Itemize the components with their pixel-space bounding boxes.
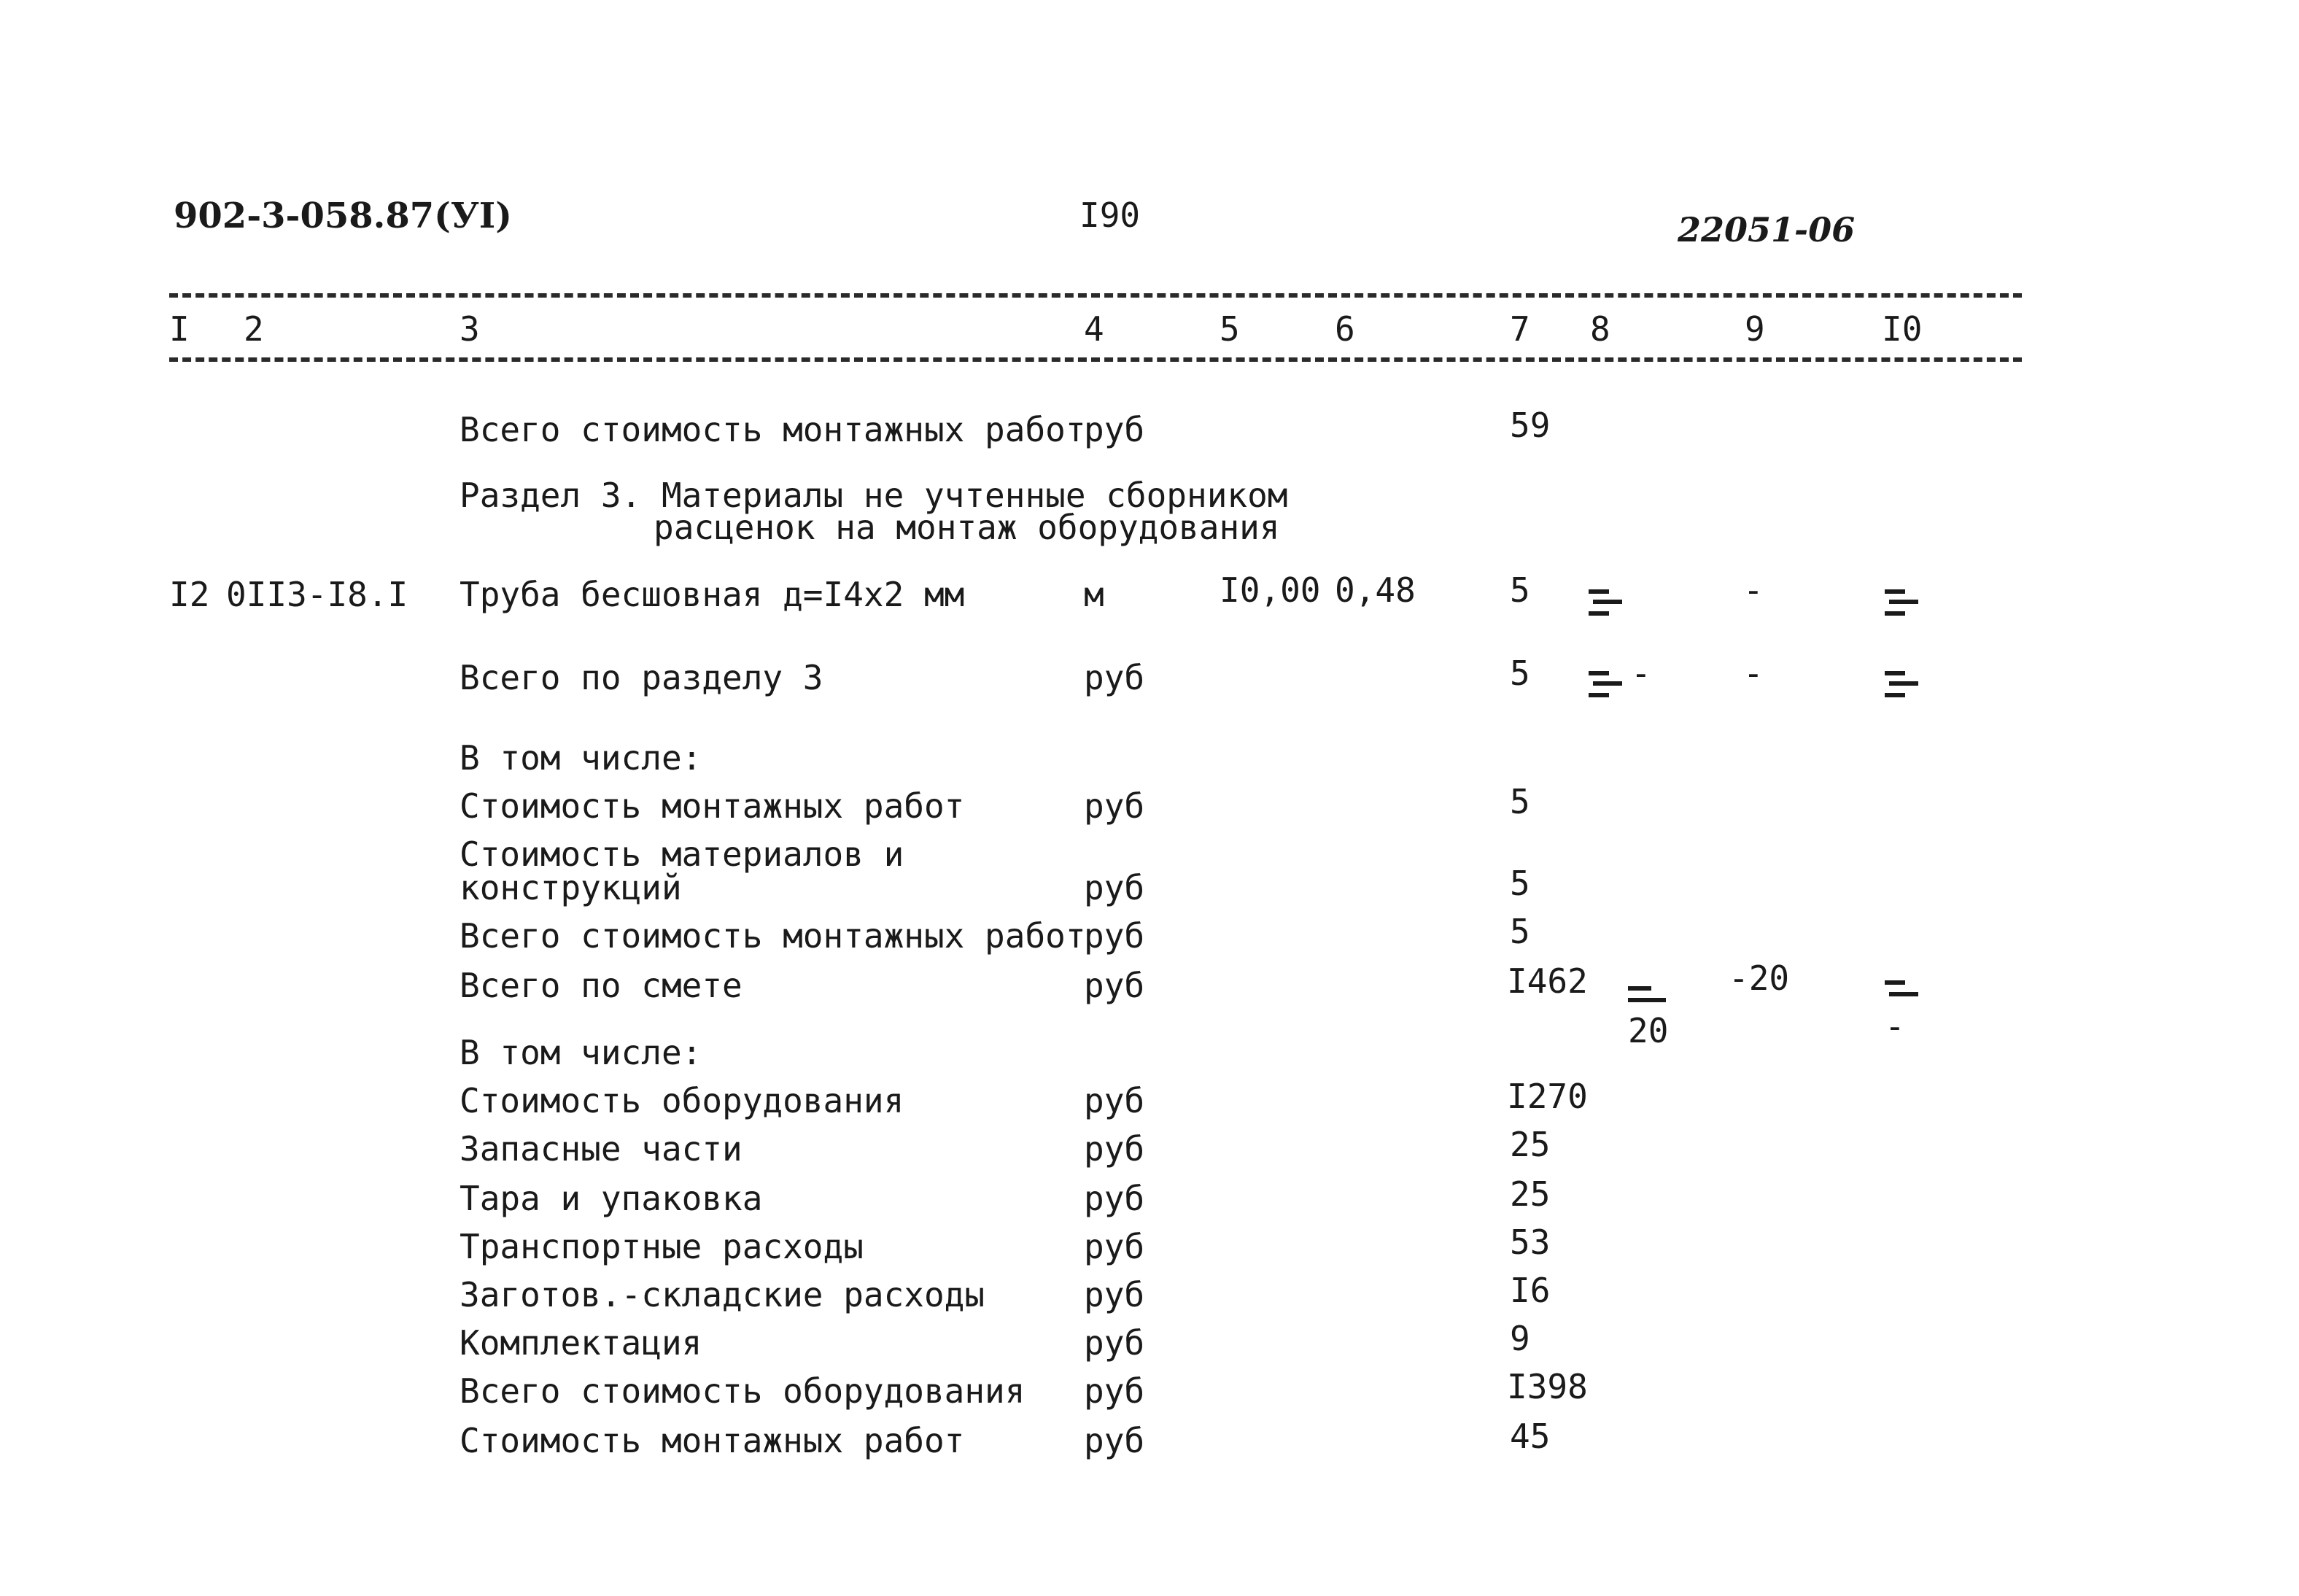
completion-unit: руб <box>1084 1323 1145 1363</box>
equipment-cost-c7: I270 <box>1507 1077 1588 1116</box>
materials-cost-line1: Стоимость материалов и <box>460 834 904 874</box>
mount-cost-name: Стоимость монтажных работ <box>460 786 965 826</box>
pipe-unit: м <box>1084 575 1104 614</box>
section-heading-line2: расценок на монтаж оборудования <box>654 508 1280 547</box>
pipe-c9: - <box>1743 570 1764 610</box>
spare-parts-c7: 25 <box>1510 1125 1551 1164</box>
row-total-mount-c7: 59 <box>1510 406 1551 445</box>
header-top-rule <box>169 293 2022 298</box>
mount-cost-c7: 5 <box>1510 782 1530 821</box>
mount-cost-unit: руб <box>1084 786 1145 826</box>
column-header-7: 7 <box>1510 309 1530 349</box>
row-total-mount-name: Всего стоимость монтажных работ <box>460 410 1086 449</box>
pipe-quantity: I0,00 <box>1220 570 1321 610</box>
section-total-c7: 5 <box>1510 654 1530 693</box>
materials-cost-unit: руб <box>1084 868 1145 907</box>
packaging-c7: 25 <box>1510 1174 1551 1214</box>
packaging-unit: руб <box>1084 1179 1145 1218</box>
pipe-position: I2 <box>169 575 210 614</box>
column-header-8: 8 <box>1590 309 1610 349</box>
pipe-code: 0II3-I8.I <box>226 575 408 614</box>
section-total-c8-dash: - <box>1631 654 1651 693</box>
equipment-cost-unit: руб <box>1084 1081 1145 1120</box>
total-equipment-name: Всего стоимость оборудования <box>460 1371 1026 1411</box>
mount-cost-2-c7: 45 <box>1510 1417 1551 1456</box>
estimate-total-c8: 20 <box>1628 1011 1669 1050</box>
total-mount-cost-unit: руб <box>1084 916 1145 956</box>
packaging-name: Тара и упаковка <box>460 1179 763 1218</box>
column-header-2: 2 <box>244 309 264 349</box>
spare-parts-unit: руб <box>1084 1129 1145 1169</box>
column-header-4: 4 <box>1084 309 1104 349</box>
total-equipment-c7: I398 <box>1507 1367 1588 1406</box>
materials-cost-line2: конструкций <box>460 868 682 907</box>
header-bottom-rule <box>169 357 2022 362</box>
pipe-name: Труба бесшовная д=I4х2 мм <box>460 575 965 614</box>
including-label-1: В том числе: <box>460 738 702 778</box>
mount-cost-2-name: Стоимость монтажных работ <box>460 1421 965 1460</box>
equipment-cost-name: Стоимость оборудования <box>460 1081 904 1120</box>
archive-stamp: 22051-06 <box>1678 210 1856 249</box>
section-total-name: Всего по разделу 3 <box>460 658 823 697</box>
transport-unit: руб <box>1084 1227 1145 1266</box>
pipe-price: 0,48 <box>1335 570 1416 610</box>
estimate-total-c9: -20 <box>1729 958 1790 998</box>
section-total-unit: руб <box>1084 658 1145 697</box>
column-header-5: 5 <box>1220 309 1240 349</box>
completion-c7: 9 <box>1510 1319 1530 1358</box>
warehouse-costs-unit: руб <box>1084 1275 1145 1314</box>
pipe-c7: 5 <box>1510 570 1530 610</box>
column-header-3: 3 <box>460 309 480 349</box>
page-number: I90 <box>1079 195 1141 235</box>
total-mount-cost-c7: 5 <box>1510 912 1530 951</box>
row-total-mount-unit: руб <box>1084 410 1145 449</box>
estimate-total-c7: I462 <box>1507 961 1588 1001</box>
including-label-2: В том числе: <box>460 1033 702 1072</box>
materials-cost-c7: 5 <box>1510 864 1530 903</box>
document-code: 902-3-058.87(УI) <box>174 195 512 236</box>
column-header-10: I0 <box>1882 309 1923 349</box>
section-total-c9: - <box>1743 654 1764 693</box>
column-header-6: 6 <box>1335 309 1355 349</box>
column-header-1: I <box>169 309 190 349</box>
completion-name: Комплектация <box>460 1323 702 1363</box>
warehouse-costs-c7: I6 <box>1510 1271 1551 1310</box>
section-heading-line1: Раздел 3. Материалы не учтенные сборником <box>460 476 1288 515</box>
total-mount-cost-name: Всего стоимость монтажных работ <box>460 916 1086 956</box>
estimate-total-c10: - <box>1885 1007 1905 1046</box>
transport-c7: 53 <box>1510 1223 1551 1262</box>
total-equipment-unit: руб <box>1084 1371 1145 1411</box>
warehouse-costs-name: Заготов.-складские расходы <box>460 1275 985 1314</box>
spare-parts-name: Запасные части <box>460 1129 743 1169</box>
column-header-9: 9 <box>1745 309 1765 349</box>
transport-name: Транспортные расходы <box>460 1227 864 1266</box>
mount-cost-2-unit: руб <box>1084 1421 1145 1460</box>
estimate-total-unit: руб <box>1084 966 1145 1005</box>
estimate-total-name: Всего по смете <box>460 966 743 1005</box>
